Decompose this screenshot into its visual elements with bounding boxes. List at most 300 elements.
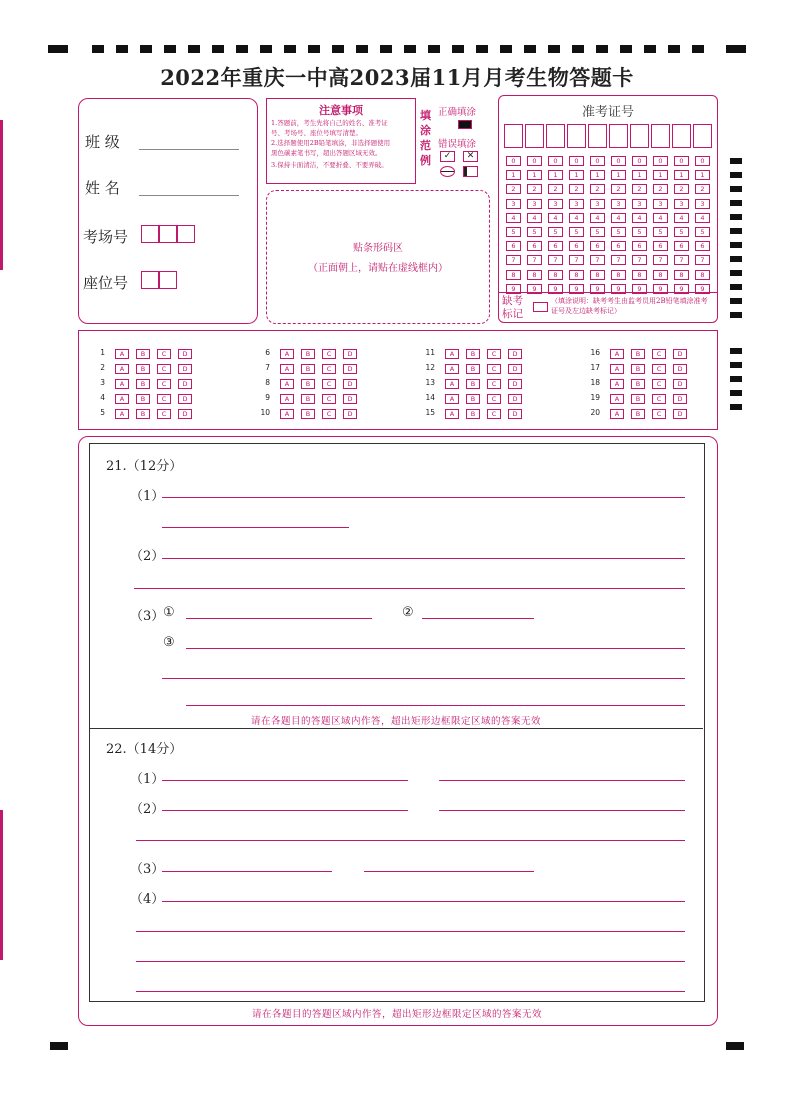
exam-id-digit-bubble[interactable]: 6 (590, 241, 605, 251)
exam-id-cell[interactable] (504, 124, 523, 148)
option-bubble-d[interactable]: D (178, 364, 192, 374)
timing-mark (730, 200, 742, 206)
absent-mark-bubble[interactable] (533, 302, 548, 312)
exam-id-cell[interactable] (693, 124, 712, 148)
option-bubble-b[interactable]: B (466, 394, 480, 404)
exam-id-digit-bubble[interactable]: 1 (506, 170, 521, 180)
option-bubble-a[interactable]: A (280, 379, 294, 389)
exam-id-digit-bubble[interactable]: 4 (695, 213, 710, 223)
option-bubble-c[interactable]: C (157, 364, 171, 374)
exam-id-digit-bubble[interactable]: 7 (674, 255, 689, 265)
option-bubble-a[interactable]: A (610, 349, 624, 359)
exam-id-digit-bubble[interactable]: 0 (590, 156, 605, 166)
exam-id-digit-bubble[interactable]: 7 (653, 255, 668, 265)
exam-id-cell[interactable] (672, 124, 691, 148)
exam-id-digit-bubble[interactable]: 4 (653, 213, 668, 223)
exam-id-digit-bubble[interactable]: 8 (590, 270, 605, 280)
timing-mark (730, 390, 742, 396)
option-bubble-b[interactable]: B (631, 349, 645, 359)
timing-mark (730, 256, 742, 262)
wrong-fill-half-icon (463, 166, 478, 177)
option-bubble-a[interactable]: A (280, 394, 294, 404)
timing-mark (730, 404, 742, 410)
exam-id-digit-bubble[interactable]: 9 (611, 284, 626, 294)
q22-part2-line[interactable] (136, 840, 685, 841)
exam-id-digit-bubble[interactable]: 6 (506, 241, 521, 251)
option-bubble-d[interactable]: D (508, 394, 522, 404)
exam-id-digit-bubble[interactable]: 7 (632, 255, 647, 265)
option-bubble-a[interactable]: A (115, 409, 129, 419)
question-number: 17 (590, 363, 600, 372)
room-digit-box[interactable] (159, 225, 177, 243)
exam-id-digit-bubble[interactable]: 2 (569, 184, 584, 194)
exam-id-digit-bubble[interactable]: 2 (611, 184, 626, 194)
exam-id-digit-bubble[interactable]: 5 (674, 227, 689, 237)
timing-mark (730, 242, 742, 248)
q22-part4-label: （4） (130, 892, 165, 907)
option-bubble-a[interactable]: A (445, 394, 459, 404)
timing-mark (404, 45, 416, 53)
exam-id-cell[interactable] (567, 124, 586, 148)
option-bubble-c[interactable]: C (487, 394, 501, 404)
exam-id-cell[interactable] (651, 124, 670, 148)
exam-id-digit-bubble[interactable]: 6 (548, 241, 563, 251)
option-bubble-b[interactable]: B (466, 364, 480, 374)
exam-id-cell[interactable] (525, 124, 544, 148)
wrong-fill-check-icon: ✓ (440, 151, 455, 162)
exam-id-digit-bubble[interactable]: 3 (569, 199, 584, 209)
exam-id-digit-bubble[interactable]: 0 (611, 156, 626, 166)
barcode-hint: （正面朝上，请贴在虚线框内） (308, 263, 448, 274)
exam-id-digit-bubble[interactable]: 6 (695, 241, 710, 251)
timing-mark (164, 45, 176, 53)
option-bubble-a[interactable]: A (280, 349, 294, 359)
option-bubble-b[interactable]: B (631, 394, 645, 404)
option-bubble-c[interactable]: C (652, 364, 666, 374)
class-field[interactable] (139, 149, 239, 150)
q22-warning: 请在各题目的答题区域内作答，超出矩形边框限定区域的答案无效 (251, 1009, 542, 1020)
room-digit-box[interactable] (141, 225, 159, 243)
option-bubble-d[interactable]: D (178, 394, 192, 404)
timing-mark (308, 45, 320, 53)
q22-part2-line[interactable] (439, 810, 685, 811)
exam-id-digit-bubble[interactable]: 3 (695, 199, 710, 209)
option-bubble-a[interactable]: A (445, 379, 459, 389)
option-bubble-b[interactable]: B (136, 394, 150, 404)
q21-part1-line[interactable] (162, 527, 349, 528)
option-bubble-c[interactable]: C (652, 409, 666, 419)
exam-id-digit-bubble[interactable]: 0 (632, 156, 647, 166)
timing-mark (730, 270, 742, 276)
question-number: 5 (100, 408, 105, 417)
exam-id-digit-bubble[interactable]: 2 (674, 184, 689, 194)
exam-id-digit-bubble[interactable]: 8 (548, 270, 563, 280)
exam-id-digit-bubble[interactable]: 1 (548, 170, 563, 180)
option-bubble-d[interactable]: D (508, 349, 522, 359)
exam-id-digit-bubble[interactable]: 3 (674, 199, 689, 209)
option-bubble-d[interactable]: D (508, 409, 522, 419)
exam-id-digit-bubble[interactable]: 6 (527, 241, 542, 251)
q21-part2-label: （2） (130, 549, 165, 564)
absent-label: 缺考标记 (502, 295, 523, 320)
corner-mark (726, 1042, 744, 1050)
question-number: 15 (425, 408, 435, 417)
option-bubble-b[interactable]: B (466, 349, 480, 359)
option-bubble-b[interactable]: B (301, 379, 315, 389)
exam-id-digit-bubble[interactable]: 9 (548, 284, 563, 294)
exam-id-digit-bubble[interactable]: 9 (569, 284, 584, 294)
exam-id-digit-bubble[interactable]: 1 (569, 170, 584, 180)
option-bubble-a[interactable]: A (280, 364, 294, 374)
timing-mark (332, 45, 344, 53)
exam-id-title: 准考证号 (581, 105, 634, 120)
question-number: 14 (425, 393, 435, 402)
option-bubble-d[interactable]: D (343, 349, 357, 359)
exam-id-digit-bubble[interactable]: 3 (506, 199, 521, 209)
option-bubble-c[interactable]: C (487, 379, 501, 389)
question-number: 13 (425, 378, 435, 387)
option-bubble-a[interactable]: A (115, 379, 129, 389)
option-bubble-c[interactable]: C (157, 394, 171, 404)
q21-part3-label: （3） (130, 609, 165, 624)
option-bubble-d[interactable]: D (508, 379, 522, 389)
exam-id-digit-bubble[interactable]: 9 (506, 284, 521, 294)
exam-id-box (498, 95, 718, 323)
option-bubble-b[interactable]: B (466, 379, 480, 389)
option-bubble-c[interactable]: C (652, 394, 666, 404)
top-timing-marks (48, 45, 748, 55)
question-number: 11 (425, 348, 435, 357)
timing-mark (188, 45, 200, 53)
exam-id-digit-bubble[interactable]: 1 (674, 170, 689, 180)
option-bubble-b[interactable]: B (631, 364, 645, 374)
q21-circle3: ③ (163, 635, 175, 650)
exam-id-digit-bubble[interactable]: 1 (632, 170, 647, 180)
option-bubble-c[interactable]: C (157, 409, 171, 419)
exam-id-digit-bubble[interactable]: 0 (527, 156, 542, 166)
note-line: 号、考场号、座位号填写清楚。 (271, 129, 362, 137)
q21-part3-line[interactable] (186, 648, 685, 649)
question-number: 8 (265, 378, 270, 387)
q22-part1-line[interactable] (439, 780, 685, 781)
exam-id-digit-bubble[interactable]: 9 (590, 284, 605, 294)
exam-id-digit-bubble[interactable]: 3 (632, 199, 647, 209)
exam-id-digit-bubble[interactable]: 9 (653, 284, 668, 294)
exam-id-digit-bubble[interactable]: 7 (506, 255, 521, 265)
option-bubble-a[interactable]: A (445, 409, 459, 419)
barcode-label: 贴条形码区 (353, 243, 403, 254)
exam-id-digit-bubble[interactable]: 3 (548, 199, 563, 209)
timing-mark (730, 376, 742, 382)
question-number: 20 (590, 408, 600, 417)
option-bubble-b[interactable]: B (136, 379, 150, 389)
timing-mark (668, 45, 680, 53)
exam-id-digit-bubble[interactable]: 4 (611, 213, 626, 223)
question-number: 12 (425, 363, 435, 372)
exam-id-digit-bubble[interactable]: 2 (548, 184, 563, 194)
exam-id-digit-bubble[interactable]: 5 (548, 227, 563, 237)
exam-id-digit-bubble[interactable]: 1 (527, 170, 542, 180)
option-bubble-d[interactable]: D (673, 349, 687, 359)
q22-heading: 22.（14分） (106, 742, 183, 757)
exam-id-digit-bubble[interactable]: 8 (695, 270, 710, 280)
exam-id-digit-bubble[interactable]: 0 (506, 156, 521, 166)
exam-id-digit-bubble[interactable]: 3 (590, 199, 605, 209)
option-bubble-c[interactable]: C (652, 379, 666, 389)
exam-id-digit-bubble[interactable]: 8 (653, 270, 668, 280)
exam-id-digit-bubble[interactable]: 3 (611, 199, 626, 209)
option-bubble-b[interactable]: B (136, 409, 150, 419)
exam-id-digit-bubble[interactable]: 6 (632, 241, 647, 251)
option-bubble-d[interactable]: D (178, 379, 192, 389)
question-number: 4 (100, 393, 105, 402)
correct-fill-sample (458, 120, 472, 129)
q22-part3-line[interactable] (364, 871, 534, 872)
q22-part3-label: （3） (130, 862, 165, 877)
option-bubble-a[interactable]: A (280, 409, 294, 419)
question-number: 3 (100, 378, 105, 387)
exam-id-digit-bubble[interactable]: 6 (569, 241, 584, 251)
option-bubble-d[interactable]: D (673, 409, 687, 419)
timing-mark (730, 158, 742, 164)
timing-mark (356, 45, 368, 53)
exam-id-cell[interactable] (588, 124, 607, 148)
notes-title: 注意事项 (319, 104, 363, 117)
q21-part2-line[interactable] (134, 588, 685, 589)
exam-id-digit-bubble[interactable]: 2 (632, 184, 647, 194)
exam-id-digit-bubble[interactable]: 8 (506, 270, 521, 280)
exam-id-digit-bubble[interactable]: 4 (632, 213, 647, 223)
exam-id-digit-bubble[interactable]: 4 (590, 213, 605, 223)
corner-mark (50, 1042, 68, 1050)
exam-id-digit-bubble[interactable]: 2 (506, 184, 521, 194)
name-field[interactable] (139, 195, 239, 196)
option-bubble-c[interactable]: C (652, 349, 666, 359)
exam-id-digit-bubble[interactable]: 7 (527, 255, 542, 265)
option-bubble-d[interactable]: D (178, 409, 192, 419)
exam-id-digit-bubble[interactable]: 0 (653, 156, 668, 166)
q22-part2-label: （2） (130, 802, 165, 817)
notes-box (266, 98, 416, 184)
exam-id-digit-bubble[interactable]: 2 (590, 184, 605, 194)
exam-id-digit-bubble[interactable]: 5 (695, 227, 710, 237)
exam-id-digit-bubble[interactable]: 4 (569, 213, 584, 223)
exam-id-digit-bubble[interactable]: 5 (590, 227, 605, 237)
exam-id-digit-bubble[interactable]: 1 (695, 170, 710, 180)
exam-id-digit-bubble[interactable]: 8 (632, 270, 647, 280)
seat-digit-box[interactable] (159, 271, 177, 289)
option-bubble-d[interactable]: D (673, 379, 687, 389)
q21-circle1: ① (163, 605, 175, 620)
q22-part1-line[interactable] (162, 780, 408, 781)
option-bubble-d[interactable]: D (343, 379, 357, 389)
student-info-box (78, 98, 258, 324)
option-bubble-b[interactable]: B (301, 394, 315, 404)
timing-mark (236, 45, 248, 53)
option-bubble-a[interactable]: A (445, 349, 459, 359)
exam-id-digit-bubble[interactable]: 6 (611, 241, 626, 251)
exam-id-cell[interactable] (630, 124, 649, 148)
timing-mark (572, 45, 584, 53)
option-bubble-d[interactable]: D (343, 409, 357, 419)
edge-stripe (0, 810, 3, 960)
timing-mark (730, 284, 742, 290)
seat-digit-box[interactable] (141, 271, 159, 289)
exam-id-digit-bubble[interactable]: 2 (653, 184, 668, 194)
exam-id-digit-bubble[interactable]: 0 (548, 156, 563, 166)
exam-id-cell[interactable] (609, 124, 628, 148)
option-bubble-a[interactable]: A (610, 364, 624, 374)
timing-mark (620, 45, 632, 53)
option-bubble-c[interactable]: C (322, 364, 336, 374)
option-bubble-a[interactable]: A (610, 409, 624, 419)
q21-part2-line[interactable] (162, 558, 685, 559)
exam-id-digit-bubble[interactable]: 8 (674, 270, 689, 280)
option-bubble-c[interactable]: C (322, 409, 336, 419)
exam-id-cell[interactable] (546, 124, 565, 148)
option-bubble-c[interactable]: C (157, 379, 171, 389)
q21-part3-line[interactable] (186, 618, 372, 619)
wrong-fill-oval-icon (440, 166, 455, 177)
question-number: 19 (590, 393, 600, 402)
exam-id-digit-bubble[interactable]: 1 (611, 170, 626, 180)
option-bubble-d[interactable]: D (673, 364, 687, 374)
exam-id-digit-bubble[interactable]: 4 (506, 213, 521, 223)
exam-id-digit-bubble[interactable]: 4 (548, 213, 563, 223)
timing-mark (116, 45, 128, 53)
exam-id-digit-bubble[interactable]: 5 (506, 227, 521, 237)
option-bubble-a[interactable]: A (445, 364, 459, 374)
exam-id-digit-bubble[interactable]: 6 (674, 241, 689, 251)
note-line: 2.选择题使用2B铅笔填涂，非选择题使用 (271, 139, 391, 147)
exam-id-digit-bubble[interactable]: 8 (569, 270, 584, 280)
option-bubble-c[interactable]: C (322, 394, 336, 404)
option-bubble-b[interactable]: B (631, 379, 645, 389)
option-bubble-c[interactable]: C (487, 409, 501, 419)
option-bubble-d[interactable]: D (178, 349, 192, 359)
q21-circle2: ② (402, 605, 414, 620)
option-bubble-b[interactable]: B (301, 364, 315, 374)
exam-id-digit-bubble[interactable]: 9 (527, 284, 542, 294)
option-bubble-a[interactable]: A (115, 394, 129, 404)
q22-part4-line[interactable] (162, 901, 685, 902)
name-label: 姓 名 (85, 179, 120, 197)
option-bubble-c[interactable]: C (487, 364, 501, 374)
option-bubble-c[interactable]: C (322, 379, 336, 389)
exam-id-digit-bubble[interactable]: 3 (527, 199, 542, 209)
option-bubble-a[interactable]: A (610, 379, 624, 389)
question-divider (89, 728, 703, 729)
exam-id-digit-bubble[interactable]: 4 (527, 213, 542, 223)
q21-part3-line[interactable] (422, 618, 534, 619)
exam-id-digit-bubble[interactable]: 7 (569, 255, 584, 265)
question-number: 2 (100, 363, 105, 372)
option-bubble-d[interactable]: D (343, 364, 357, 374)
edge-stripe (0, 120, 3, 270)
exam-id-digit-bubble[interactable]: 9 (632, 284, 647, 294)
exam-id-digit-bubble[interactable]: 9 (695, 284, 710, 294)
exam-id-digit-bubble[interactable]: 7 (695, 255, 710, 265)
exam-id-digit-bubble[interactable]: 5 (527, 227, 542, 237)
option-bubble-a[interactable]: A (115, 364, 129, 374)
option-bubble-b[interactable]: B (466, 409, 480, 419)
exam-id-digit-bubble[interactable]: 0 (695, 156, 710, 166)
exam-id-digit-bubble[interactable]: 2 (695, 184, 710, 194)
exam-id-digit-bubble[interactable]: 7 (611, 255, 626, 265)
q22-part2-line[interactable] (162, 810, 408, 811)
timing-mark (452, 45, 464, 53)
seat-label: 座位号 (83, 274, 129, 292)
q21-part1-line[interactable] (162, 497, 685, 498)
option-bubble-d[interactable]: D (673, 394, 687, 404)
timing-mark (92, 45, 104, 53)
option-bubble-a[interactable]: A (115, 349, 129, 359)
question-number: 18 (590, 378, 600, 387)
exam-id-digit-bubble[interactable]: 6 (653, 241, 668, 251)
exam-id-digit-bubble[interactable]: 0 (569, 156, 584, 166)
q22-part4-line[interactable] (136, 931, 685, 932)
exam-id-digit-bubble[interactable]: 2 (527, 184, 542, 194)
option-bubble-c[interactable]: C (322, 349, 336, 359)
option-bubble-b[interactable]: B (136, 349, 150, 359)
exam-id-digit-bubble[interactable]: 5 (653, 227, 668, 237)
option-bubble-b[interactable]: B (631, 409, 645, 419)
exam-id-digit-bubble[interactable]: 8 (527, 270, 542, 280)
exam-id-digit-bubble[interactable]: 8 (611, 270, 626, 280)
question-number: 9 (265, 393, 270, 402)
exam-id-digit-bubble[interactable]: 5 (569, 227, 584, 237)
exam-id-digit-bubble[interactable]: 5 (611, 227, 626, 237)
timing-mark (524, 45, 536, 53)
wrong-fill-cross-icon: ✕ (463, 151, 478, 162)
option-bubble-b[interactable]: B (301, 409, 315, 419)
option-bubble-b[interactable]: B (301, 349, 315, 359)
timing-mark (140, 45, 152, 53)
exam-id-digit-bubble[interactable]: 5 (632, 227, 647, 237)
timing-mark (730, 348, 742, 354)
timing-mark (692, 45, 704, 53)
timing-mark (730, 312, 742, 318)
exam-id-digit-bubble[interactable]: 7 (548, 255, 563, 265)
timing-mark (284, 45, 296, 53)
option-bubble-b[interactable]: B (136, 364, 150, 374)
q22-part4-line[interactable] (136, 961, 685, 962)
option-bubble-a[interactable]: A (610, 394, 624, 404)
q22-part4-line[interactable] (136, 991, 685, 992)
exam-id-digit-bubble[interactable]: 1 (590, 170, 605, 180)
timing-mark (476, 45, 488, 53)
question-number: 1 (100, 348, 105, 357)
option-bubble-c[interactable]: C (487, 349, 501, 359)
option-bubble-c[interactable]: C (157, 349, 171, 359)
q21-part3-line[interactable] (186, 705, 685, 706)
q22-part3-line[interactable] (162, 871, 332, 872)
class-label: 班 级 (85, 133, 120, 151)
exam-id-digit-bubble[interactable]: 1 (653, 170, 668, 180)
exam-id-digit-bubble[interactable]: 9 (674, 284, 689, 294)
exam-id-digit-bubble[interactable]: 0 (674, 156, 689, 166)
exam-id-digit-bubble[interactable]: 7 (590, 255, 605, 265)
q21-heading: 21.（12分） (106, 459, 183, 474)
room-digit-box[interactable] (177, 225, 195, 243)
exam-id-digit-bubble[interactable]: 4 (674, 213, 689, 223)
option-bubble-d[interactable]: D (508, 364, 522, 374)
question-number: 16 (590, 348, 600, 357)
q21-part3-line[interactable] (162, 678, 685, 679)
option-bubble-d[interactable]: D (343, 394, 357, 404)
exam-id-digit-bubble[interactable]: 3 (653, 199, 668, 209)
timing-mark (730, 362, 742, 368)
